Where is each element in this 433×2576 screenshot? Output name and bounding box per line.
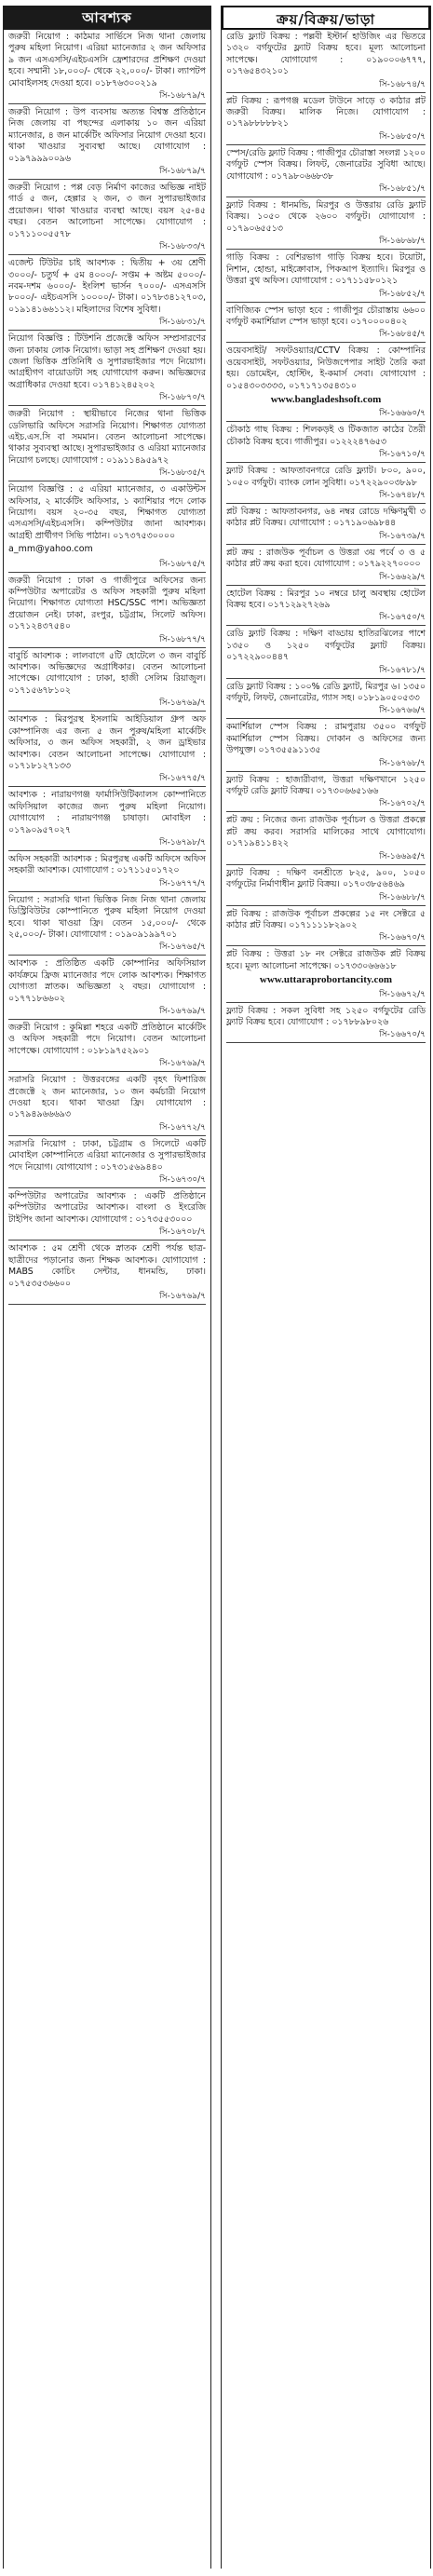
ad-text: জরুরী নিয়োগ : কুমিল্লা শহরে একটি প্রতিষ্ঠানে মার্কেটিং ও অফিস সহকারী পদে নিয়োগ। বেতন আলোচনা সাপেক্ষে। যোগাযোগ : ০১৮১৯৭৫২৯০১	[8, 1023, 206, 1056]
classified-ad	[226, 425, 426, 463]
classified-ad	[226, 148, 426, 197]
classified-ad	[8, 714, 206, 787]
ad-text: চৌকাঠ গাছ বিক্রয় : শিলকড়ই ও টিকজাত কাঠের তৈরী চৌকাঠ বিক্রয় হবে। গাজীপুর। ০১২২২৪৭৬৫৩	[226, 425, 426, 447]
ad-text: জরুরী নিয়োগ : কাঠমার সার্ভিসে নিজ থানা জেলায় পুরুষ মহিলা নিয়োগ। এরিয়া ম্যানেজার ২ জন অফিসার ৯ জন এসএসসি/এইচএসসি ফ্রেশারদের প্রশিক্ষণ দেওয়া হবে। সম্মানী ১৮,০০০/- থেকে ২২,০০০/- টাকা। ল্যাপটপ মোবাইলসহ দেওয়া হবে। ০১৮৭৬৩০০২১৯	[8, 32, 206, 88]
ad-text: প্লট ক্রয় : রাজউক পূর্বাচল ও উত্তরা ৩য় পর্বে ৩ ও ৫ কাঠার প্লট ক্রয় করা হবে। যোগাযোগ : ০১৭৯২২৭০০০০	[226, 547, 426, 570]
ad-text: সরাসরি নিয়োগ : উত্তরবঙ্গের একটি বৃহৎ ফিশারিজ প্রজেক্টে ২ জন ম্যানেজার, ১০ জন কর্মচারী নিয়োগ দেওয়া হবে। থাকা খাওয়া ফ্রি। যোগাযোগ : ০১৭৯৪৯৬৬৬৯৩	[8, 1075, 206, 1120]
classified-ad	[226, 629, 426, 678]
ad-code: সি-১৬৬৭২/৭	[226, 988, 426, 1003]
ad-code: সি-১৬৮৫১/৭	[226, 183, 426, 197]
ad-code: সি-১৬৬৯৫/৭	[226, 850, 426, 865]
ad-code: সি-১৬৭৬৮/৭	[226, 757, 426, 772]
ad-text: ফ্ল্যাট বিক্রয় : দক্ষিণ বনশ্রীতে ৮২৫, ৯০০, ১০৫০ বর্গফুটের নির্মাণাধীন ফ্ল্যাট বিক্রয়। ০১৭০৩৮৫৬৪৬৯	[226, 867, 426, 890]
ad-code: সি-১৬৮৭০/৭	[8, 391, 206, 406]
ad-text: কম্পিউটার অপারেটর আবশ্যক : একটি প্রতিষ্ঠানে কম্পিউটার অপারেটর আবশ্যক। বাংলা ও ইংরেজি টাইপিং জানা আবশ্যক। যোগাযোগ : ০১৭৩৫৫৩০০০	[8, 1191, 206, 1225]
wanted-header: আবশ্যক	[4, 6, 210, 30]
ad-code: সি-১৬৭৭৭/৭	[8, 877, 206, 892]
wanted-ads-list	[4, 30, 210, 1305]
ad-code: সি-১৬৭৩৯/৭	[226, 530, 426, 545]
wanted-column	[3, 6, 211, 2569]
ad-text: ওয়েবসাইট/ সফটওয়্যার/CCTV বিক্রয় : কোম্পানির ওয়েবসাইট, সফটওয়্যার, নিউজপেপার সাইট তৈরি করা হয়। ডোমেইন, হোস্টিং, ই-কমার্স সেবা। যোগাযোগ : ০১৫৪৩০৩৩৩৩, ০১৭১৭১৩৫৪৩১০	[226, 346, 426, 391]
classified-ad	[8, 32, 206, 104]
ad-text: ফ্ল্যাট বিক্রয় : সকল সুবিধা সহ ১২৫০ বর্গফুটের রেডি ফ্ল্যাট বিক্রয় হবে। যোগাযোগ : ০১৭৮৮৯৮০২৬	[226, 1005, 426, 1027]
classified-ad	[8, 854, 206, 892]
ad-text: সরাসরি নিয়োগ : ঢাকা, চট্টগ্রাম ও সিলেটে একটি মোবাইল কোম্পানিতে এরিয়া ম্যানেজার ও সুপারভাইজার পদে নিয়োগ। যোগাযোগ : ০১৭৩১৫৬৯৪৪০	[8, 1138, 206, 1173]
ad-code: সি-১৬৮৩৫/৭	[8, 467, 206, 481]
ad-website[interactable]: www.bangladeshsoft.com	[270, 393, 382, 405]
ad-text: ফ্ল্যাট বিক্রয় : হাজারীবাগ, উত্তরা দক্ষিণখানে ১২৫০ বর্গফুট রেডি ফ্ল্যাট বিক্রয়। ০১৭৩০৬৬৫১৬৬	[226, 774, 426, 797]
ad-text: আবশ্যক : মিরপুরস্থ ইসলামি আইডিয়াল গ্রুপ অফ কোম্পানিজ এর জন্য ৫ জন পুরুষ/মহিলা মার্কেটিং অফিসার, ৩ জন অফিস সহকারী, ২ জন ড্রাইভার আবশ্যক। বেতন আলোচনা সাপেক্ষে। যোগাযোগ : ০১৭১৮১২৭১৩৩	[8, 714, 206, 771]
classified-ad	[8, 1243, 206, 1305]
ad-text: প্লট বিক্রয় : রূপগঞ্জ মডেল টাউনে সাড়ে ৩ কাঠার প্লট জরুরী বিক্রয়। মালিক নিজে। যোগাযোগ : ০১৭৯৮৮৮৮৮২১	[226, 95, 426, 129]
ad-code: সি-১৬৭৬৯/৭	[8, 697, 206, 712]
ad-code: সি-১৬৭৬৬/৭	[226, 704, 426, 719]
ad-code: সি-১৬৮৫২/৭	[226, 288, 426, 303]
classified-ad	[8, 1023, 206, 1072]
classified-ad	[8, 258, 206, 331]
classified-ad	[226, 200, 426, 250]
ad-code: সি-১৬৬২৯/৭	[226, 571, 426, 586]
ad-text: বাবুর্চি আবশ্যক : লালবাগে ৫টি হোটেলে ৩ জন বাবুর্চি আবশ্যক। অভিজ্ঞদের অগ্রাধিকার। বেতন আলোচনা সাপেক্ষে। যোগাযোগ : ঢাকা, হাজী সেলিম রিয়াজুল। ০১৭১৫৬৭৮১০২	[8, 650, 206, 696]
ad-text: বাণিজ্যিক স্পেস ভাড়া হবে : গাজীপুর চৌরাস্তায় ৬৬০০ বর্গফুট কমার্শিয়াল স্পেস ভাড়া হবে। ০১৭০০০০৪০২	[226, 305, 426, 327]
ad-email[interactable]: a_mm@yahoo.com	[8, 544, 93, 555]
classified-ad	[8, 651, 206, 712]
ad-text: নিয়োগ বিজ্ঞপ্তি : টিউশনি প্রজেক্টে অফিস সম্প্রসারণের জন্য ঢাকায় লোক নিয়োগ। ভাড়া সহ প্রশিক্ষণ দেওয়া হয়। জেলা ভিত্তিক প্রতিনিধি ও সুপারভাইজার পদে নিয়োগ। আগ্রহীগণ বায়োডাটা সহ যোগাযোগ করুন। অভিজ্ঞদের অগ্রাধিকার দেওয়া হবে। ০১৭৪১২৪৫২০২	[8, 333, 206, 390]
ad-text: জরুরী নিয়োগ : পপ্প বেড় নির্মাণ কাজের অভিজ্ঞ নাইট গার্ড ৫ জন, হেল্পার ২ জন, ৩ জন সুপারভাইজার প্রয়োজন। থাকা খাওয়ার ব্যবস্থা আছে। বয়স ২৫-৪৫ বছর। বেতন আলোচনা সাপেক্ষে। যোগাযোগ : ০১৭১১০০৫৫৭৮	[8, 183, 206, 239]
ad-code: সি-১৬৭০৮/৭	[8, 1226, 206, 1241]
ad-code: সি-১৬৮৩১/৭	[8, 316, 206, 331]
ad-code: সি-১৬৮৭৭/৭	[8, 633, 206, 648]
ad-text: নিয়োগ বিজ্ঞপ্তি : ৫ এরিয়া ম্যানেজার, ৩ একাউন্টস অফিসার, ২ মার্কেটিং অফিসার, ১ ক্যাশিয়ার পদে লোক নিয়োগ। বয়স ২০-৩৫ বছর, শিক্ষাগত যোগ্যতা এসএসসি/এইচএসসি। কম্পিউটার জানা আবশ্যক। আগ্রহী প্রার্থীগণ সিভি পাঠান। ০১৭৩৭৫৩০০০০	[8, 484, 206, 541]
classified-ad	[8, 790, 206, 851]
ad-code: সি-১৬৭৬৫/৭	[8, 941, 206, 956]
sale-rent-column	[221, 6, 431, 2569]
ad-text: রেডি ফ্ল্যাট বিক্রয় : ১০০% রেডি ফ্ল্যাট, মিরপুর ৬। ১৩৫০ বর্গফুট, লিফট, জেনারেটর, গ্যাস সহ। ০১৮১৯০৫০৫৩৩	[226, 681, 426, 704]
ad-text: প্লট ক্রয় : নিজের জন্য রাজউক পূর্বাচল ও উত্তরা প্রকল্পে প্লট ক্রয় করব। সরাসরি মালিকের সাথে যোগাযোগ। ০১৭১৯৪১১৪২২	[226, 815, 426, 849]
ad-text: প্লট বিক্রয় : রাজউক পূর্বাচল প্রকল্পের ১৫ নং সেক্টরে ৫ কাঠার প্লট বিক্রয়। ০১৭১১১১৮২৯০২	[226, 908, 426, 930]
classified-ad	[226, 949, 426, 1002]
classified-ad	[8, 576, 206, 648]
ad-code: সি-১৬৭৩০/৭	[8, 1173, 206, 1188]
ad-code: সি-১৬৮৭৯/৭	[8, 89, 206, 104]
classified-ad	[8, 107, 206, 180]
ad-text: ফ্ল্যাট বিক্রয় : আফতাবনগরে রেডি ফ্ল্যাট। ৮০০, ৯০০, ১০৫০ বর্গফুট। ব্যাংক লোন সুবিধা। ০১৭২২৯০০৩৮৯৮	[226, 466, 426, 488]
ad-code: সি-১৬৮৬৮/৭	[226, 235, 426, 250]
ad-text: প্লট বিক্রয় : আফতাবনগর, ৬৪ নম্বর রোডে দক্ষিণমুখী ৩ কাঠার প্লট বিক্রয়। যোগাযোগ : ০১৭১৯০৬৯৮৪৪	[226, 506, 426, 529]
ad-text: স্পেস/রেডি ফ্ল্যাট বিক্রয় : গাজীপুর চৌরাস্তা সংলগ্ন ১২০০ বর্গফুট স্পেস বিক্রয়। লিফট, জেনারেটর সুবিধা আছে। যোগাযোগ : ০১৭৯৮০৬৬৮৩৮	[226, 147, 426, 182]
ad-code: সি-১৬৭১০/৭	[226, 448, 426, 463]
ad-text: জরুরী নিয়োগ : স্থায়ীভাবে নিজের থানা ভিত্তিক ডেলিভারি অফিসে সরাসরি নিয়োগ। শিক্ষাগত যোগ্যতা এইচ.এস.সি বা সমমান। বেতন আলোচনা সাপেক্ষে। থাকার সুব্যবস্থা আছে। সুপারভাইজার ও এরিয়া ম্যানেজার নিয়োগ চলছে। যোগাযোগ : ০১৯১১৪৯৫৯৭২	[8, 409, 206, 466]
ad-text: জরুরী নিয়োগ : ঢাকা ও গাজীপুরে অফিসের জন্য কম্পিউটার অপারেটর ও অফিস সহকারী পুরুষ মহিলা নিয়োগ। শিক্ষাগত যোগ্যতা HSC/SSC পাশ। অভিজ্ঞতা প্রয়োজন নেই। ঢাকা, রংপুর, চট্টগ্রাম, সিলেট অফিস। ০১৭১২৪৩৭৫৪০	[8, 575, 206, 632]
ad-text: ফ্ল্যাট বিক্রয় : ধানমন্ডি, মিরপুর ও উত্তরায় রেডি ফ্ল্যাট বিক্রয়। ১০৫০ থেকে ২৬০০ বর্গফুট। যোগাযোগ : ০১৭৯০৬৫৫১৩	[226, 200, 426, 234]
ad-code: সি-১৬৭৯৮/৭	[8, 836, 206, 851]
ad-text: রেডি ফ্ল্যাট বিক্রয় : দক্ষিণ বাড্ডায় হাতিরঝিলের পাশে ১৩৫০ ও ১২৫০ বর্গফুটের ফ্ল্যাট বিক্রয়। ০১৭২২৯০০৪৪৭	[226, 629, 426, 663]
classified-ad	[226, 466, 426, 504]
ad-text: প্লট বিক্রয় : উত্তরা ১৮ নং সেক্টরে রাজউক প্লট বিক্রয় হবে। মূল্য আলোচনা সাপেক্ষে। ০১৭৩৩০৬৬৬১৮	[226, 949, 426, 971]
ad-code: সি-১৬৬৮৮/৭	[226, 891, 426, 906]
ad-text: গাড়ি বিক্রয় : বেশিরভাগ গাড়ি বিক্রয় হবে। টয়োটা, নিশান, হোন্ডা, মাইক্রোবাস, পিকআপ ইত্যাদি। মিরপুর ও উত্তরা বুথ অফিস। যোগাযোগ : ০১৭১১৫৮০১২১	[226, 252, 426, 287]
ad-text: রেডি ফ্ল্যাট বিক্রয় : পল্লবী ইস্টার্ন হাউজিং এর ভিতরে ১৩২০ বর্গফুটের ফ্ল্যাট বিক্রয় হবে। মূল্য আলোচনা সাপেক্ষে। যোগাযোগ : ০১৯০০০৬৭৭৭, ০১৭৬৫৪৩২১০১	[226, 32, 426, 77]
classified-ad	[226, 32, 426, 93]
classified-ad	[226, 1006, 426, 1044]
ad-text: এজেন্ট টিউটর চাই আবশ্যক : দ্বিতীয় + ৩য় শ্রেণী ৩০০০/- চতুর্থ + ৫ম ৪০০০/- সপ্তম + অষ্টম ৫০০০/- নবম-দশম ৬০০০/- ইংলিশ ভার্সন ৭০০০/- এসএসসি ৮০০০/- এইচএসসি ১০০০০/- টাকা। ০১৭৮৩৪১২৭০৩, ০১৯১৪১৬৬১১২। মহিলাদের বিশেষ সুবিধা।	[8, 258, 206, 315]
ad-code: সি-১৬৬৭০/৭	[226, 931, 426, 946]
ad-code: সি-১৬৮৩৩/৭	[8, 240, 206, 255]
sale-rent-ads-list	[222, 30, 430, 1043]
ad-code: সি-১৬৮৭৯/৭	[8, 165, 206, 180]
classified-ad	[226, 252, 426, 302]
classified-ad	[226, 722, 426, 771]
classified-ad	[8, 183, 206, 255]
classified-ad	[226, 548, 426, 586]
ad-text: জরুরী নিয়োগ : উপ ব্যবসায় অত্যন্ত বিশ্বস্ত প্রতিষ্ঠানে নিজ জেলায় বা পছন্দের এলাকায় ১০ জন এরিয়া ম্যানেজার, ৪ জন মার্কেটিং অফিসার নিয়োগ দেওয়া হবে। থাকা খাওয়ার সুব্যবস্থা আছে। যোগাযোগ : ০১৯৭৯৯৯০০৯৬	[8, 107, 206, 164]
ad-code: সি-১৬৭০২/৭	[226, 797, 426, 812]
ad-code: সি-১৬৭৬৯/৭	[8, 1005, 206, 1020]
classified-ad	[226, 682, 426, 720]
ad-text: অফিস সহকারী আবশ্যক : মিরপুরস্থ একটি অফিসে অফিস সহকারী আবশ্যক। যোগাযোগ : ০১৭১১৫০১৭২০	[8, 853, 206, 876]
ad-code: সি-১৬৬৬০/৭	[226, 407, 426, 422]
classified-ad	[8, 484, 206, 572]
classified-ad	[8, 1191, 206, 1241]
ad-text: নিয়োগ : সরাসরি থানা ভিত্তিক নিজ নিজ থানা জেলায় ডিস্ট্রিবিউটর কোম্পানিতে পুরুষ মহিলা নিয়োগ দেওয়া হবে। থাকা খাওয়া ফ্রি। বেতন ১৫,০০০/- থেকে ২৫,০০০/- টাকা। যোগাযোগ : ০১৯০৯১৯৯৭০১	[8, 894, 206, 940]
classified-ad	[8, 333, 206, 406]
ad-code: সি-১৬৭৭২/৭	[8, 1121, 206, 1136]
classified-ad	[8, 409, 206, 481]
ad-text: আবশ্যক : নারায়ণগঞ্জ ফার্মাসিউটিক্যালস কোম্পানিতে অফিসিয়াল কাজের জন্য পুরুষ মহিলা নিয়োগ। যোগাযোগ : নারায়ণগঞ্জ চাষাড়া। মোবাইল : ০১৭৯০৯৫৭০২৭	[8, 790, 206, 835]
ad-code: সি-১৬৮৪৫/৭	[226, 328, 426, 343]
classified-ad	[226, 305, 426, 344]
classified-ad	[226, 815, 426, 864]
classified-ad	[8, 958, 206, 1020]
classified-ad	[226, 96, 426, 145]
ad-code: সি-১৬৮৭৪/৭	[226, 78, 426, 93]
classified-ad	[8, 895, 206, 956]
classified-ad	[226, 507, 426, 545]
classified-ad	[226, 868, 426, 906]
classified-ad	[226, 909, 426, 947]
ad-website[interactable]: www.uttaraprobortancity.com	[259, 974, 393, 986]
ad-code: সি-১৬৭৬৯/৭	[8, 1057, 206, 1072]
ad-code: সি-১৬৭৮১/৭	[226, 664, 426, 679]
ad-code: সি-১৬৭৭৫/৭	[8, 772, 206, 787]
classified-ad	[8, 1075, 206, 1136]
ad-code: সি-১৬৮৫০/৭	[226, 130, 426, 145]
ad-text: আবশ্যক : ৫ম শ্রেণী থেকে স্নাতক শ্রেণী পর্যন্ত ছাত্র-ছাত্রীদের পড়ানোর জন্য শিক্ষক আবশ্যক। যোগাযোগ : MABS কোচিং সেন্টার, ধানমন্ডি, ঢাকা। ০১৭৫৩৫৩৬৬০০	[8, 1243, 206, 1289]
ad-text: কমার্শিয়াল স্পেস বিক্রয় : রামপুরায় ৩৫০০ বর্গফুট কমার্শিয়াল স্পেস বিক্রয়। দোকান ও অফিসের জন্য উপযুক্ত। ০১৭৩৫৫৯১১৩৫	[226, 722, 426, 756]
ad-text: হোটেল বিক্রয় : মিরপুর ১০ নম্বরে চালু অবস্থায় হোটেল বিক্রয় হবে। ০১৭১২৯২৭২৬৯	[226, 588, 426, 610]
ad-code: সি-১৬৮৭৫/৭	[8, 558, 206, 573]
classified-ad	[226, 589, 426, 627]
ad-code: সি-১৬৭৫০/৭	[226, 611, 426, 626]
ad-code: সি-১৬৬৭০/৭	[226, 1028, 426, 1043]
ad-code: সি-১৬৭৪৮/৭	[226, 489, 426, 504]
ad-text: আবশ্যক : প্রতিষ্ঠিত একটি কোম্পানির অফিসিয়াল কার্যক্রমে ফ্রিজ ম্যানেজার পদে লোক আবশ্যক। শিক্ষাগত যোগ্যতা স্নাতক। অভিজ্ঞতা ২ বছর। যোগাযোগ : ০১৭৭১৮৬৬০২	[8, 958, 206, 1004]
classified-ad	[226, 775, 426, 813]
classified-ad	[226, 346, 426, 422]
classified-ad	[8, 1139, 206, 1188]
ad-code: সি-১৬৭৬৯/৭	[8, 1290, 206, 1305]
sale-rent-header: ক্রয়/বিক্রয়/ভাড়া	[222, 6, 430, 30]
